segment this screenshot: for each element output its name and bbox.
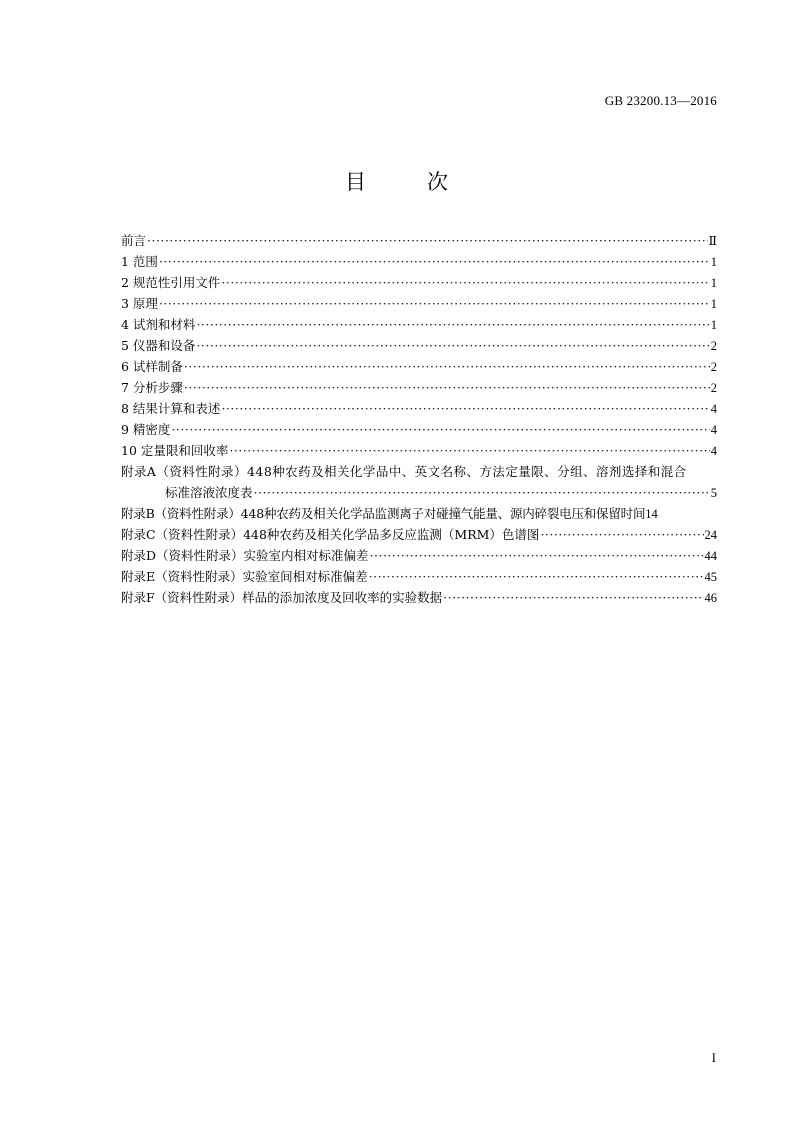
toc-entry-label: 8 结果计算和表述: [121, 401, 221, 416]
toc-entry-loq-recovery[interactable]: [121, 440, 717, 461]
toc-entry-page: 1: [710, 276, 717, 290]
toc-entry-label: 3 原理: [121, 296, 158, 311]
page-number: I: [711, 1050, 716, 1065]
toc-entry-label: 附录F（资料性附录）样品的添加浓度及回收率的实验数据: [121, 590, 443, 605]
toc-leader-dots: [221, 398, 709, 419]
table-of-contents: [121, 230, 717, 608]
toc-entry-analysis-steps[interactable]: [121, 377, 717, 398]
toc-entry-page: 2: [710, 339, 717, 353]
toc-leader-dots: [159, 251, 710, 272]
toc-leader-dots: [184, 377, 710, 398]
toc-entry-normative-references[interactable]: [121, 272, 717, 293]
toc-entry-page: 4: [710, 402, 717, 416]
toc-entry-label: 附录E（资料性附录）实验室间相对标准偏差: [121, 569, 368, 584]
toc-entry-label: 9 精密度: [121, 422, 171, 437]
toc-entry-page: 1: [710, 255, 717, 269]
toc-entry-label: 1 范围: [121, 254, 158, 269]
toc-leader-dots: [229, 440, 709, 461]
toc-entry-page: 2: [710, 360, 717, 374]
toc-entry-label: 附录C（资料性附录）448种农药及相关化学品多反应监测（MRM）色谱图: [121, 527, 540, 542]
toc-entry-label: 4 试剂和材料: [121, 317, 196, 332]
toc-leader-dots: [196, 314, 709, 335]
toc-entry-page: 1: [710, 318, 717, 332]
toc-entry-precision[interactable]: [121, 419, 717, 440]
toc-entry-page: 5: [710, 486, 717, 500]
toc-entry-annex-e[interactable]: [121, 566, 717, 587]
toc-entry-calculation[interactable]: [121, 398, 717, 419]
toc-entry-foreword[interactable]: [121, 230, 717, 251]
toc-leader-dots: [370, 545, 704, 566]
toc-entry-label: 5 仪器和设备: [121, 338, 196, 353]
toc-entry-page: Ⅱ: [708, 234, 717, 248]
toc-entry-page: 44: [704, 549, 717, 563]
toc-leader-dots: [196, 335, 709, 356]
toc-entry-annex-f[interactable]: [121, 587, 717, 608]
toc-leader-dots: [184, 356, 710, 377]
toc-entry-label: 附录D（资料性附录）实验室内相对标准偏差: [121, 548, 369, 563]
toc-entry-annex-a-continued[interactable]: [121, 482, 717, 503]
toc-leader-dots: [369, 566, 704, 587]
toc-leader-dots: [171, 419, 709, 440]
standard-number: GB 23200.13—2016: [604, 93, 717, 108]
toc-leader-dots: [159, 293, 710, 314]
toc-entry-annex-b[interactable]: [121, 503, 717, 524]
toc-entry-page: 4: [710, 423, 717, 437]
toc-entry-label: 附录A（资料性附录）448种农药及相关化学品中、英文名称、方法定量限、分组、溶剂选择和混合: [121, 464, 687, 479]
toc-entry-label: 附录B（资料性附录）448种农药及相关化学品监测离子对碰撞气能量、源内碎裂电压和保留时间: [121, 506, 646, 521]
toc-entry-page: 1: [710, 297, 717, 311]
toc-leader-dots: [147, 230, 707, 251]
toc-entry-label: 2 规范性引用文件: [121, 275, 221, 290]
toc-leader-dots: [254, 482, 710, 503]
toc-leader-dots: [221, 272, 709, 293]
toc-entry-page: 4: [710, 444, 717, 458]
toc-leader-dots: [443, 587, 703, 608]
toc-entry-annex-d[interactable]: [121, 545, 717, 566]
toc-entry-label: 标准溶液浓度表: [165, 485, 253, 500]
toc-leader-dots: [540, 524, 703, 545]
toc-entry-label: 7 分析步骤: [121, 380, 183, 395]
toc-entry-page: 45: [704, 570, 717, 584]
toc-entry-principle[interactable]: [121, 293, 717, 314]
toc-entry-scope[interactable]: [121, 251, 717, 272]
toc-entry-label: 6 试样制备: [121, 359, 183, 374]
toc-entry-reagents[interactable]: [121, 314, 717, 335]
toc-entry-label: 10 定量限和回收率: [121, 443, 229, 458]
toc-entry-annex-a[interactable]: [121, 461, 717, 482]
toc-entry-page: 24: [704, 528, 717, 542]
toc-entry-sample-preparation[interactable]: [121, 356, 717, 377]
toc-entry-page: 14: [645, 507, 658, 521]
toc-entry-page: 2: [710, 381, 717, 395]
toc-entry-annex-c[interactable]: [121, 524, 717, 545]
toc-entry-apparatus[interactable]: [121, 335, 717, 356]
toc-title: 目 次: [345, 170, 468, 194]
toc-entry-page: 46: [704, 591, 717, 605]
toc-entry-label: 前言: [121, 233, 147, 248]
